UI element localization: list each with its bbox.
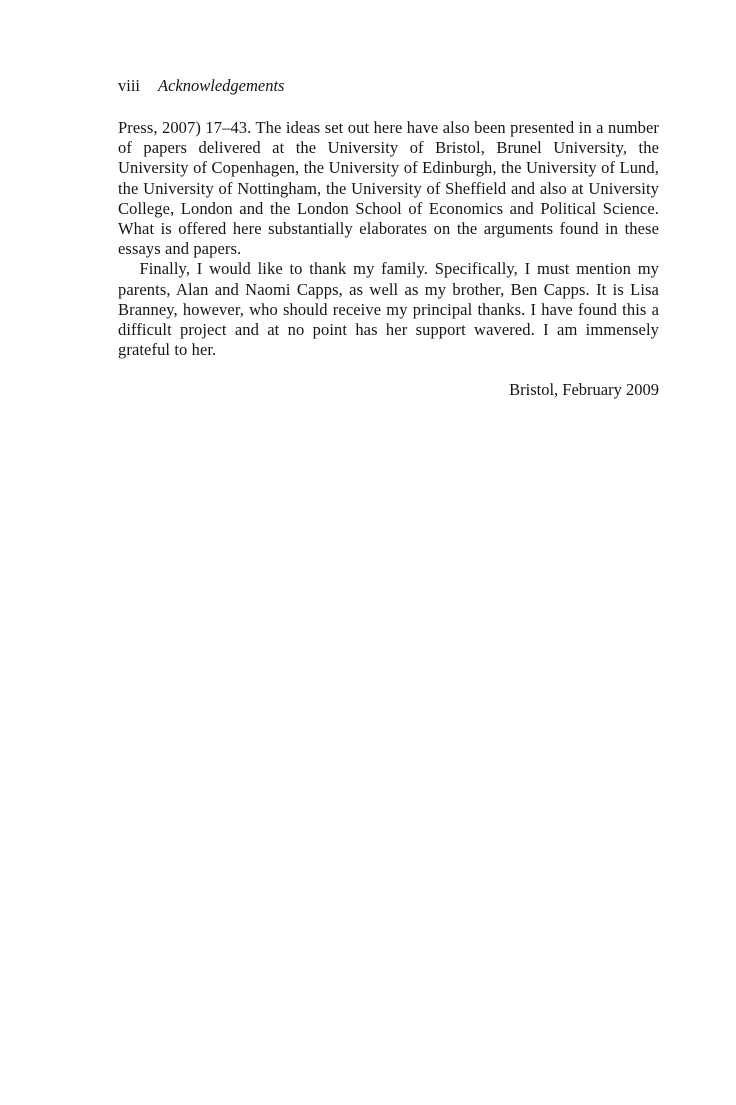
signoff-line: Bristol, February 2009 [509,380,659,400]
chapter-title: Acknowledgements [158,76,285,95]
page-content [118,76,659,400]
paragraph-1: Press, 2007) 17–43. The ideas set out here have also been presented in a number of papers delivered at the University of Bristol, Brunel University, the University of Copenhagen, the University of Edinburgh, the University of Lund, the University of Nottingham, the University of Sheffield and also at University College, London and the London School of Economics and Political Science. What is offered here substantially elaborates on the arguments found in these essays and papers. [118,118,659,259]
running-header [118,76,659,96]
body-text [118,118,659,360]
page-number: viii [118,76,141,95]
paragraph-2: Finally, I would like to thank my family. Specifically, I must mention my parents, Alan and Naomi Capps, as well as my brother, Ben Capps. It is Lisa Branney, however, who should receive my principal thanks. I have found this a difficult project and at no point has her support wavered. I am immensely grateful to her. [118,259,659,360]
